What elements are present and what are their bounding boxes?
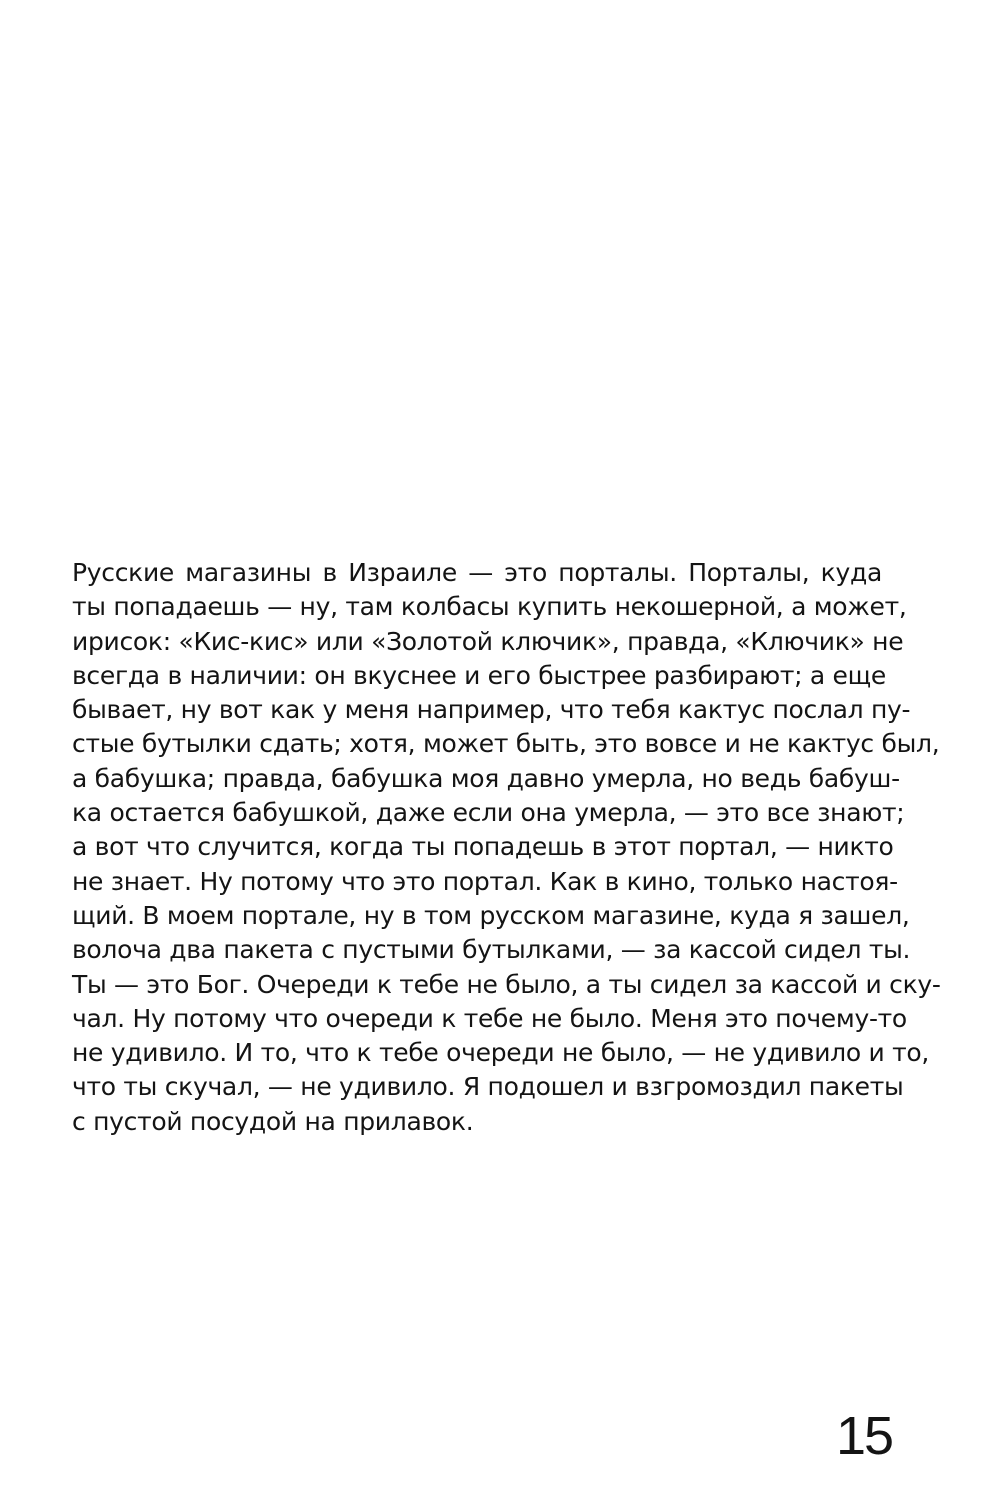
paragraph-line: а вот что случится, когда ты попадешь в этот портал, — никто bbox=[72, 832, 894, 862]
paragraph-line: чал. Ну потому что очереди к тебе не было. Меня это почему-то bbox=[72, 1003, 907, 1033]
paragraph-line: ты попадаешь — ну, там колбасы купить некошерной, а может, bbox=[72, 592, 907, 622]
paragraph-line: Ты — это Бог. Очереди к тебе не было, а ты сидел за кассой и ску- bbox=[72, 969, 941, 999]
paragraph-line: щий. В моем портале, ну в том русском магазине, куда я зашел, bbox=[72, 900, 910, 930]
paragraph-line: бывает, ну вот как у меня например, что тебя кактус послал пу- bbox=[72, 695, 911, 725]
paragraph-line: всегда в наличии: он вкуснее и его быстрее разбирают; а еще bbox=[72, 660, 886, 690]
paragraph-line: стые бутылки сдать; хотя, может быть, это вовсе и не кактус был, bbox=[72, 729, 940, 759]
paragraph-line: не знает. Ну потому что это портал. Как в кино, только настоя- bbox=[72, 866, 898, 896]
paragraph-line: что ты скучал, — не удивило. Я подошел и взгромоздил пакеты bbox=[72, 1072, 904, 1102]
paragraph-line: волоча два пакета с пустыми бутылками, — за кассой сидел ты. bbox=[72, 935, 911, 965]
paragraph-line: с пустой посудой на прилавок. bbox=[72, 1106, 474, 1136]
page-number: 15 bbox=[836, 1406, 893, 1466]
body-paragraph bbox=[72, 556, 941, 1139]
paragraph-line: ка остается бабушкой, даже если она умерла, — это все знают; bbox=[72, 798, 905, 828]
paragraph-line: не удивило. И то, что к тебе очереди не было, — не удивило и то, bbox=[72, 1038, 929, 1068]
paragraph-line: Русские магазины в Израиле — это порталы. Порталы, куда bbox=[72, 558, 882, 587]
paragraph-line: ирисок: «Кис-кис» или «Золотой ключик», правда, «Ключик» не bbox=[72, 626, 904, 656]
paragraph-line: а бабушка; правда, бабушка моя давно умерла, но ведь бабуш- bbox=[72, 763, 900, 793]
